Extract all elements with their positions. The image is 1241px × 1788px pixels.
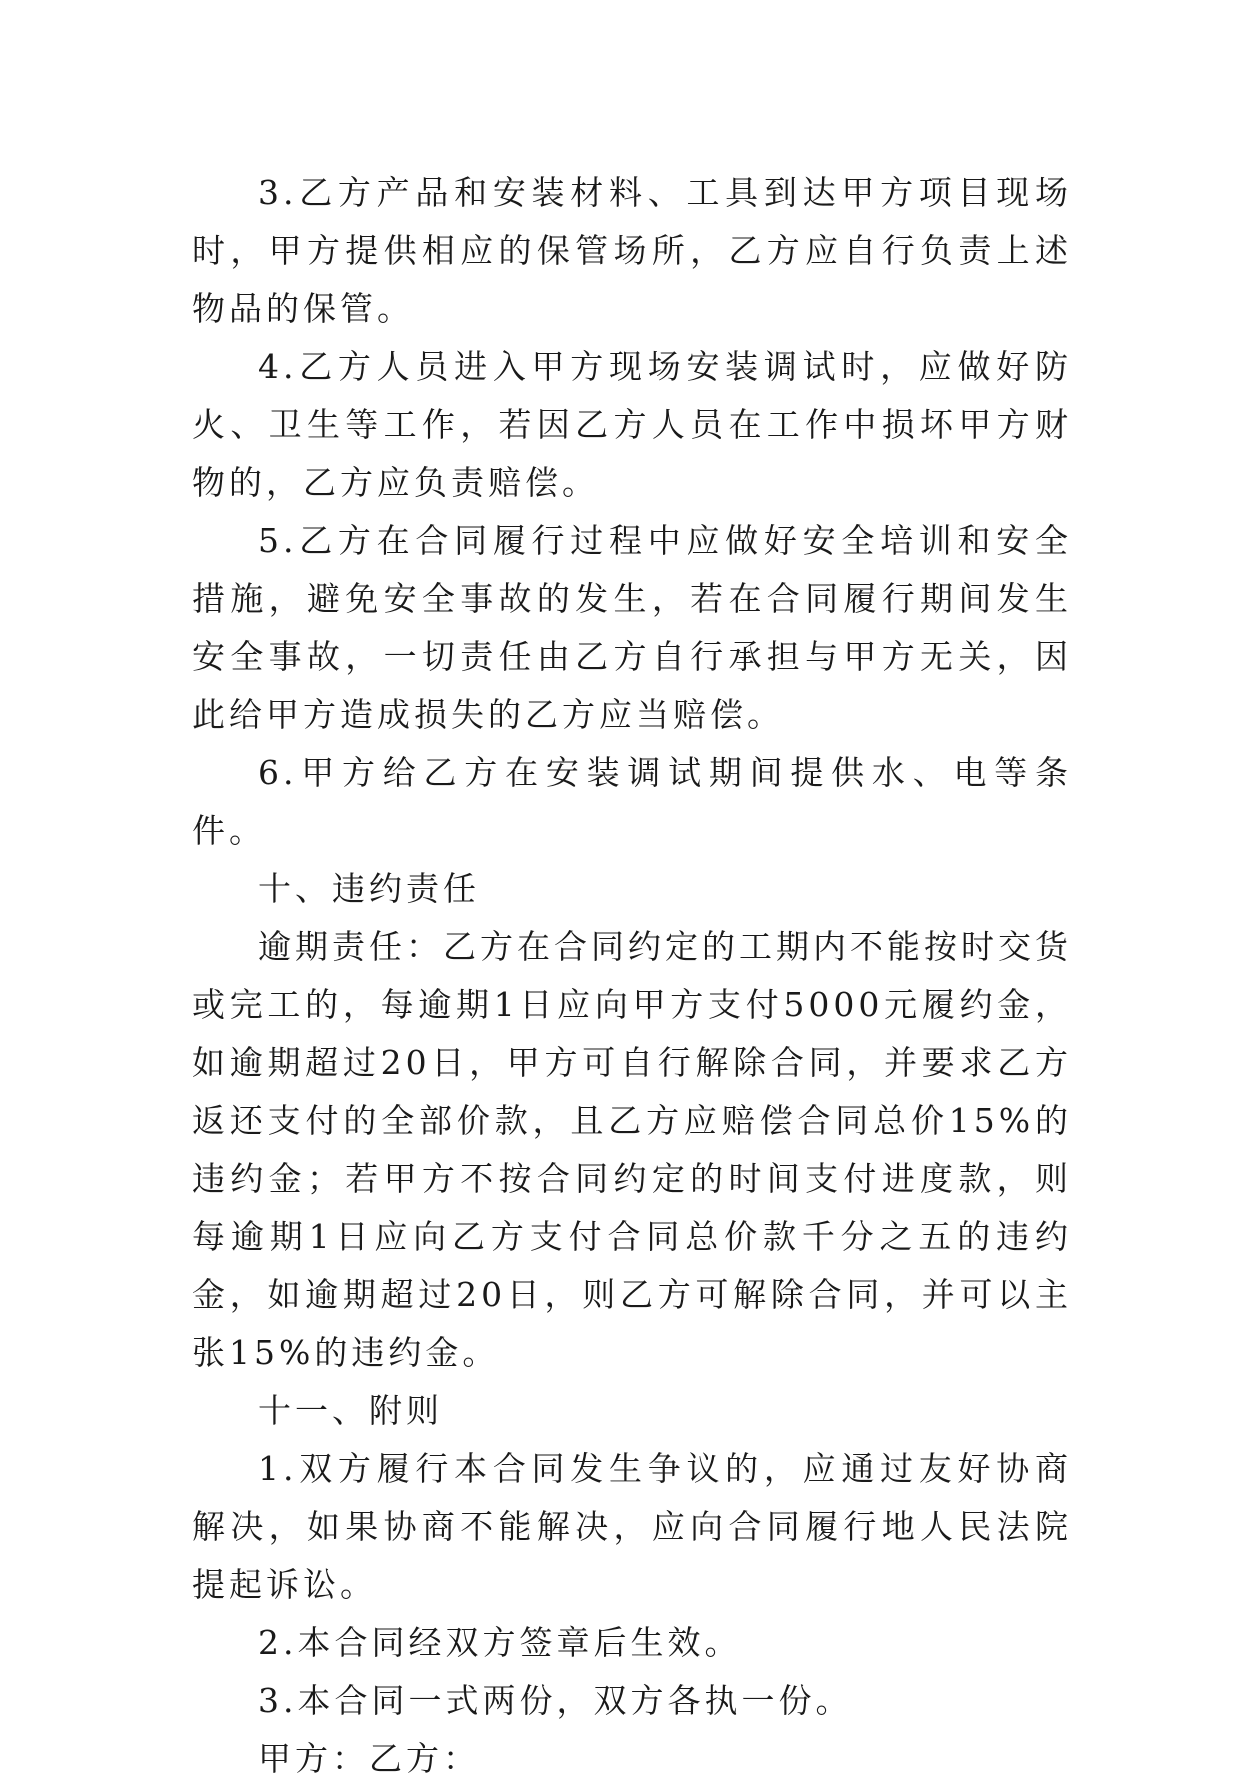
clause-4-site-safety: 4.乙方人员进入甲方现场安装调试时，应做好防火、卫生等工作，若因乙方人员在工作中损坏甲方财物的，乙方应负责赔偿。 bbox=[192, 347, 1072, 502]
document-body bbox=[192, 164, 1072, 1788]
signature-line: 甲方：乙方： bbox=[258, 1739, 480, 1778]
clause-5-safety-training: 5.乙方在合同履行过程中应做好安全培训和安全措施，避免安全事故的发生，若在合同履行期间发生安全事故，一切责任由乙方自行承担与甲方无关，因此给甲方造成损失的乙方应当赔偿。 bbox=[192, 521, 1072, 734]
appendix-clause-2-effective: 2.本合同经双方签章后生效。 bbox=[258, 1623, 742, 1662]
appendix-clause-3-copies: 3.本合同一式两份，双方各执一份。 bbox=[258, 1681, 853, 1720]
clause-6-utilities: 6.甲方给乙方在安装调试期间提供水、电等条件。 bbox=[192, 753, 1072, 850]
section-heading-appendix: 十一、附则 bbox=[258, 1391, 443, 1430]
appendix-clause-1-disputes: 1.双方履行本合同发生争议的，应通过友好协商解决，如果协商不能解决，应向合同履行地人民法院提起诉讼。 bbox=[192, 1449, 1072, 1604]
section-heading-liability: 十、违约责任 bbox=[258, 869, 480, 908]
liability-overdue-paragraph: 逾期责任：乙方在合同约定的工期内不能按时交货或完工的，每逾期1日应向甲方支付5000元履约金，如逾期超过20日，甲方可自行解除合同，并要求乙方返还支付的全部价款，且乙方应赔偿合同总价15%的违约金；若甲方不按合同约定的时间支付进度款，则每逾期1日应向乙方支付合同总价款千分之五的违约金，如逾期超过20日，则乙方可解除合同，并可以主张15%的违约金。 bbox=[192, 927, 1072, 1372]
clause-3-storage: 3.乙方产品和安装材料、工具到达甲方项目现场时，甲方提供相应的保管场所，乙方应自行负责上述物品的保管。 bbox=[192, 173, 1072, 328]
